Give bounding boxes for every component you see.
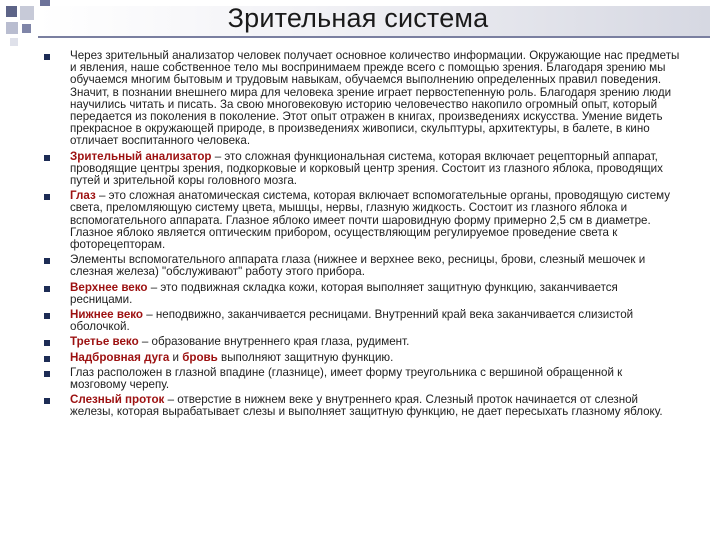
item-term: Верхнее веко [70,280,148,294]
item-term: Слезный проток [70,393,165,407]
corner-square-1 [6,6,17,17]
item-text: Глаз расположен в глазной впадине (глазнице), имеет форму треугольника с вершиной обращенной к мозговому черепу. [70,365,623,392]
square-bullet-icon [44,54,50,60]
list-item [44,282,680,306]
square-bullet-icon [44,313,50,319]
item-text: – неподвижно, заканчивается ресницами. Внутренний край века заканчивается слизистой оболочкой. [70,308,634,334]
item-text: – образование внутреннего края глаза, рудимент. [138,335,410,349]
bullet-list [44,50,680,422]
item-text: Элементы вспомогательного аппарата глаза (нижнее и верхнее веко, ресницы, брови, слезный мешочек и слезная железа) "обслуживают" работу этого прибора. [70,253,646,279]
corner-square-6 [10,38,18,46]
list-item [44,309,680,333]
item-conjunction: и [169,350,183,364]
slide-title: Зрительная система [227,3,489,33]
list-item [44,254,680,278]
square-bullet-icon [44,194,50,200]
corner-square-2 [20,6,34,20]
corner-square-5 [22,24,31,33]
corner-square-4 [6,22,18,34]
item-term: Зрительный анализатор [70,149,212,163]
list-item [44,190,680,251]
list-item [44,352,680,364]
item-text: – отверстие в нижнем веке у внутреннего края. Слезный проток начинается от слезной железы, которая вырабатывает слезы и выполняет защитную функцию, не дает пересыхать глазному яблоку. [70,393,663,419]
item-text: – это подвижная складка кожи, которая выполняет защитную функцию, заканчивается ресницами. [70,280,618,306]
item-text: – это сложная функциональная система, которая включает рецепторный аппарат, проводящие центры зрения, подкорковые и корковый центр зрения. Состоит из глазного яблока, проводящих путей и зрительной коры головного мозга. [70,149,663,188]
square-bullet-icon [44,356,50,362]
item-term: Нижнее веко [70,308,143,322]
square-bullet-icon [44,340,50,346]
title-underline [38,36,710,38]
item-text: выполняют защитную функцию. [217,350,394,364]
list-item [44,394,680,418]
item-term-2: бровь [182,350,218,364]
list-item [44,151,680,188]
square-bullet-icon [44,286,50,292]
list-item [44,50,680,148]
square-bullet-icon [44,398,50,404]
square-bullet-icon [44,258,50,264]
item-text: – это сложная анатомическая система, которая включает вспомогательные органы, проводящую систему света, преломляющую систему цвета, мышцы, нервы, глазную жидкость. Состоит из глазного яблока и вспомогательного аппарата. Глазное яблоко имеет почти шаровидную форму примерно 2,5 см в диаметре. Глазное яблоко является оптическим прибором, осуществляющим регулируемое проведение света к фоторецепторам. [70,189,671,252]
list-item [44,336,680,348]
item-text: Через зрительный анализатор человек получает основное количество информации. Окружающие нас предметы и явления, наше собственное тело мы воспринимаем прежде всего с помощью зрения. Благодаря зрению мы обучаемся многим бытовым и трудовым навыкам, обучаемся выполнению определенных правил поведения. Значит, в познании внешнего мира для человека зрение играет первостепенную роль. Благодаря зрению люди научились читать и писать. За свою многовековую историю человечество накопило огромный опыт, который передается из поколения в поколение. Этот опыт отражен в книгах, произведениях искусства. Умение видеть прекрасное в окружающей природе, в произведениях живописи, скульптуры, архитектуры, в балете, в кино отличает воспитанного человека. [70,49,680,148]
item-term: Третье веко [70,335,139,349]
square-bullet-icon [44,371,50,377]
item-term: Надбровная дуга [70,350,170,364]
list-item [44,367,680,391]
square-bullet-icon [44,155,50,161]
item-term: Глаз [70,189,96,203]
